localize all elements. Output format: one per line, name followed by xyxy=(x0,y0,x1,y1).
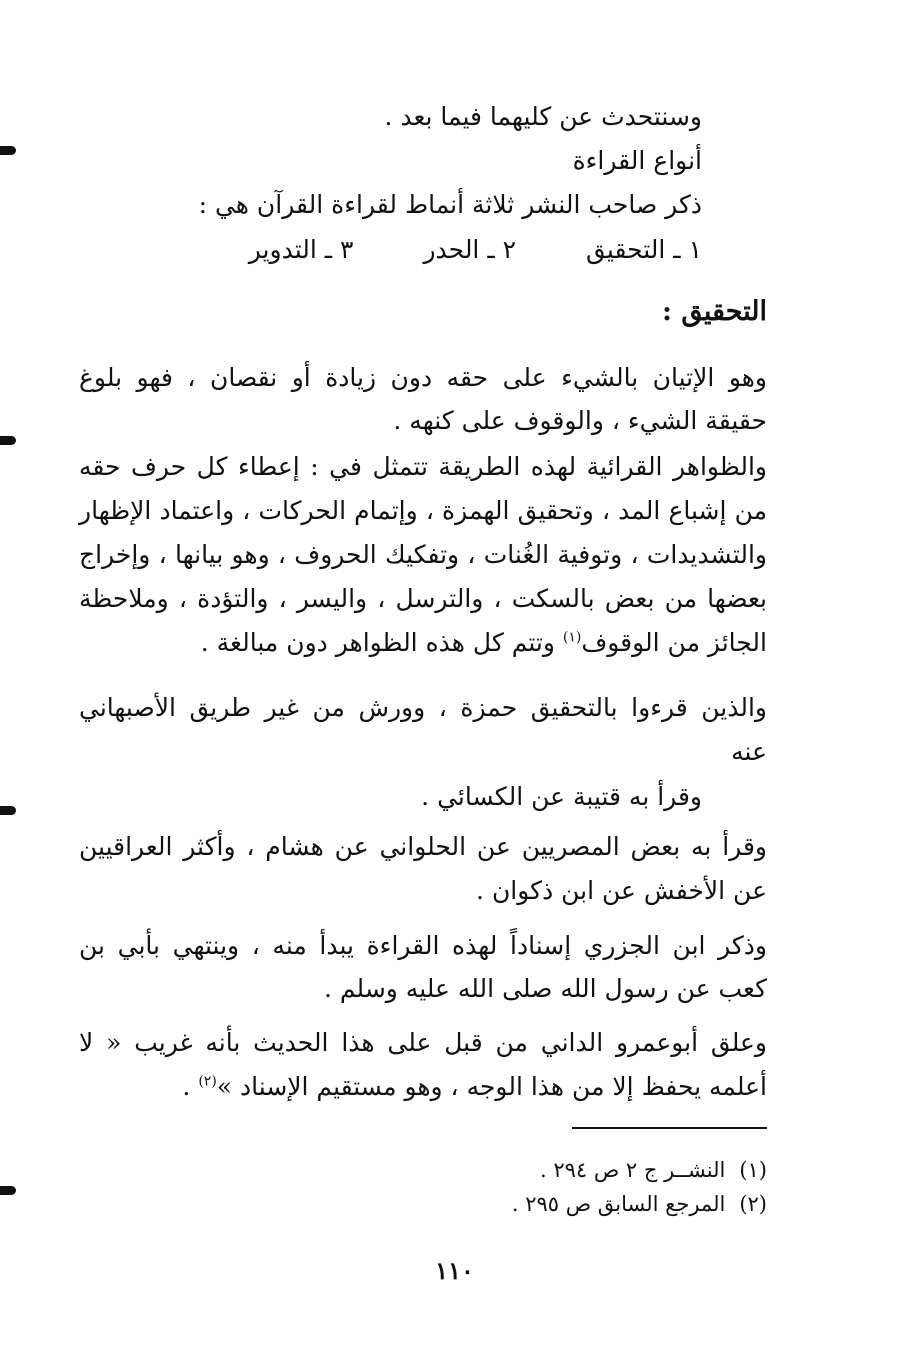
para6-line-2: كعب عن رسول الله صلى الله عليه وسلم . xyxy=(324,974,767,1003)
para5-line-2: عن الأخفش عن ابن ذكوان . xyxy=(476,876,767,905)
footnote-2 xyxy=(512,1188,767,1220)
para1-line-1: وهو الإتيان بالشيء على حقه دون زيادة أو نقصان ، فهو بلوغ xyxy=(79,363,767,392)
reading-type-1: ١ ـ التحقيق xyxy=(586,235,702,264)
para2-line-5-start: الجائز من الوقوف xyxy=(581,628,767,657)
footnote-1-text: النشــر ج ٢ ص ٢٩٤ . xyxy=(539,1158,726,1182)
footnote-2-number: (٢) xyxy=(739,1192,767,1216)
scan-mark xyxy=(0,146,16,155)
scan-mark xyxy=(0,436,16,445)
reading-types-list xyxy=(249,230,702,270)
footnote-1-number: (١) xyxy=(739,1158,767,1182)
para2-line-4: بعضها من بعض بالسكت ، والترسل ، واليسر ، والتؤدة ، وملاحظة xyxy=(79,584,767,613)
scan-mark xyxy=(0,806,16,815)
para7-line-2 xyxy=(79,1067,767,1107)
para7-line-2-end: . xyxy=(182,1072,199,1101)
reading-type-3: ٣ ـ التدوير xyxy=(248,235,354,264)
para2-line-5 xyxy=(79,623,767,663)
para2-line-5-end: وتتم كل هذه الظواهر دون مبالغة . xyxy=(200,628,563,657)
footnote-2-text: المرجع السابق ص ٢٩٥ . xyxy=(511,1192,726,1216)
section-heading-tahqiq: التحقيق : xyxy=(662,296,767,327)
para2-line-3: والتشديدات ، وتوفية الغُنات ، وتفكيك الحروف ، وهو بيانها ، وإخراج xyxy=(79,540,767,569)
para5-line-1: وقرأ به بعض المصريين عن الحلواني عن هشام ، وأكثر العراقيين xyxy=(79,832,767,861)
para2-line-1: والظواهر القرائية لهذه الطريقة تتمثل في : إعطاء كل حرف حقه xyxy=(79,452,767,481)
footnote-1 xyxy=(540,1154,767,1186)
para2-line-2: من إشباع المد ، وتحقيق الهمزة ، وإتمام الحركات ، واعتماد الإظهار xyxy=(79,496,767,525)
footnote-ref-2: (٢) xyxy=(198,1073,217,1090)
para6-line-1: وذكر ابن الجزري إسناداً لهذه القراءة يبدأ منه ، وينتهي بأبي بن xyxy=(79,931,767,960)
page-number: ١١٠ xyxy=(435,1256,474,1285)
scan-mark xyxy=(0,1186,16,1195)
para3-line-2: عنه xyxy=(731,737,767,766)
para3-line-1: والذين قرءوا بالتحقيق حمزة ، وورش من غير طريق الأصبهاني xyxy=(79,693,767,722)
section-title-reading-types: أنواع القراءة xyxy=(572,146,702,175)
intro-line-1: وسنتحدث عن كليهما فيما بعد . xyxy=(384,102,702,131)
para4-line: وقرأ به قتيبة عن الكسائي . xyxy=(421,782,702,811)
para1-line-2: حقيقة الشيء ، والوقوف على كنهه . xyxy=(393,406,767,435)
intro-line-3: ذكر صاحب النشر ثلاثة أنماط لقراءة القرآن هي : xyxy=(198,190,702,219)
para7-line-2-start: أعلمه يحفظ إلا من هذا الوجه ، وهو مستقيم الإسناد » xyxy=(216,1072,767,1101)
para7-line-1: وعلق أبوعمرو الداني من قبل على هذا الحديث بأنه غريب « لا xyxy=(79,1028,767,1057)
footnote-separator xyxy=(572,1127,767,1129)
footnote-ref-1: (١) xyxy=(562,629,582,646)
reading-type-2: ٢ ـ الحدر xyxy=(423,235,517,264)
